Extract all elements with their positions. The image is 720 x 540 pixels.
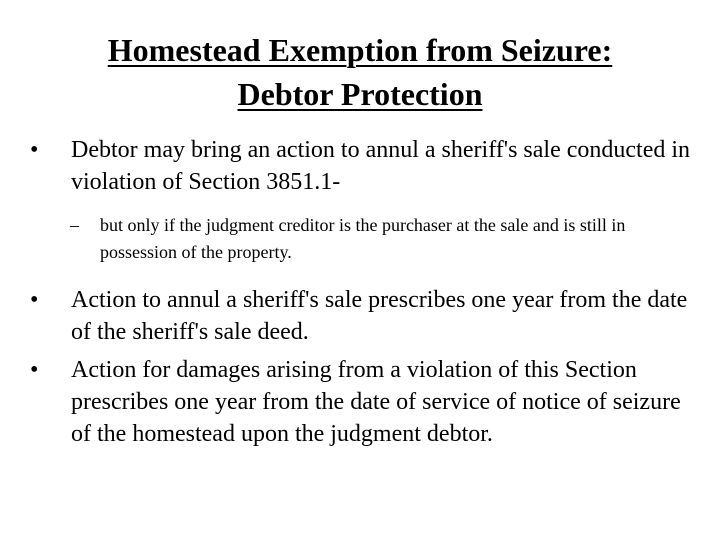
slide-title	[40, 28, 680, 116]
bullet-item-3	[0, 354, 700, 450]
title-line-1: Homestead Exemption from Seizure:	[107, 32, 613, 68]
dash-icon: –	[70, 215, 79, 235]
bullet-icon: •	[30, 287, 39, 313]
sub-bullet-text-1: but only if the judgment creditor is the purchaser at the sale and is still in possession of the property.	[100, 215, 626, 262]
bullet-item-1	[0, 134, 700, 198]
bullet-text-3: Action for damages arising from a violation of this Section prescribes one year from the date of service of notice of seizure of the homestead upon the judgment debtor.	[71, 357, 681, 447]
bullet-text-1: Debtor may bring an action to annul a sheriff's sale conducted in violation of Section 3851.1-	[71, 137, 691, 195]
bullet-item-2	[0, 284, 700, 348]
bullet-icon: •	[30, 357, 39, 383]
title-line-2: Debtor Protection	[237, 76, 483, 112]
bullet-icon: •	[30, 137, 39, 163]
bullet-list	[0, 134, 720, 450]
bullet-text-2: Action to annul a sheriff's sale prescribes one year from the date of the sheriff's sale deed.	[71, 287, 688, 345]
sub-bullet-item-1	[0, 212, 700, 266]
